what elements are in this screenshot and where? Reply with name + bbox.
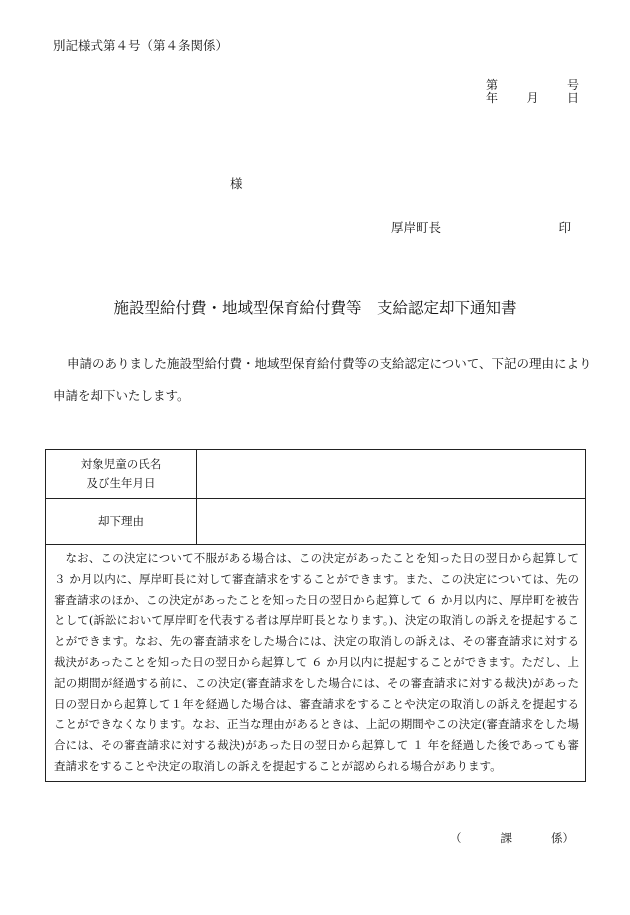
rejection-reason-value (197, 499, 586, 545)
appeal-notice: なお、この決定について不服がある場合は、この決定があったことを知った日の翌日から起算して ３ か月以内に、厚岸町長に対して審査請求をすることができます。また、この決定については、先の審査請求のほか、この決定があったことを知った日の翌日から起算して ６ か月以内に、厚岸町を被告として(訴訟において厚岸町を代表する者は厚岸町長となります。)、決定の取消しの訴えを提起することができます。なお、先の審査請求をした場合には、決定の取消しの訴えは、その審査請求に対する裁決があったことを知った日の翌日から起算して ６ か月以内に提起することができます。ただし、上記の期間が経過する前に、この決定(審査請求をした場合には、その審査請求に対する裁決)があった日の翌日から起算して１年を経過した場合は、審査請求をすることや決定の取消しの訴えを提起することができなくなります。なお、正当な理由があるときは、上記の期間やこの決定(審査請求をした場合には、その審査請求に対する裁決)があった日の翌日から起算して １ 年を経過した後であっても審査請求をすることや決定の取消しの訴えを提起することが認められる場合があります。 (46, 545, 586, 782)
section-open-paren: （ (450, 831, 462, 845)
section-ka: 課 (500, 831, 512, 845)
document-number-date (486, 79, 579, 105)
section-kakari: 係） (551, 831, 574, 845)
table-row-child (46, 450, 586, 499)
section-contact (450, 830, 574, 846)
document-date (486, 92, 579, 105)
document-title: 施設型給付費・地域型保育給付費等 支給認定却下通知書 (113, 299, 517, 317)
child-name-label-line1: 対象児童の氏名 (80, 457, 162, 471)
table-row-reason (46, 499, 586, 545)
intro-line-2: 申請を却下いたします。 (53, 388, 190, 403)
year-label: 年 (486, 91, 499, 105)
seal-mark: 印 (558, 220, 571, 235)
day-label: 日 (566, 91, 579, 105)
child-name-label (46, 450, 197, 499)
table-row-notice (46, 545, 586, 782)
number-suffix: 号 (566, 78, 579, 92)
rejection-reason-label: 却下理由 (46, 499, 197, 545)
addressee-honorific: 様 (230, 176, 243, 191)
number-prefix: 第 (486, 78, 499, 92)
child-name-label-line2: 及び生年月日 (86, 476, 156, 490)
child-name-value (197, 450, 586, 499)
issuer-title: 厚岸町長 (391, 220, 442, 235)
month-label: 月 (526, 91, 539, 105)
form-label: 別記様式第４号（第４条関係） (53, 38, 229, 53)
issuer (391, 218, 571, 236)
info-table (45, 449, 586, 782)
intro-line-1: 申請のありました施設型給付費・地域型保育給付費等の支給認定について、下記の理由により (67, 356, 592, 371)
